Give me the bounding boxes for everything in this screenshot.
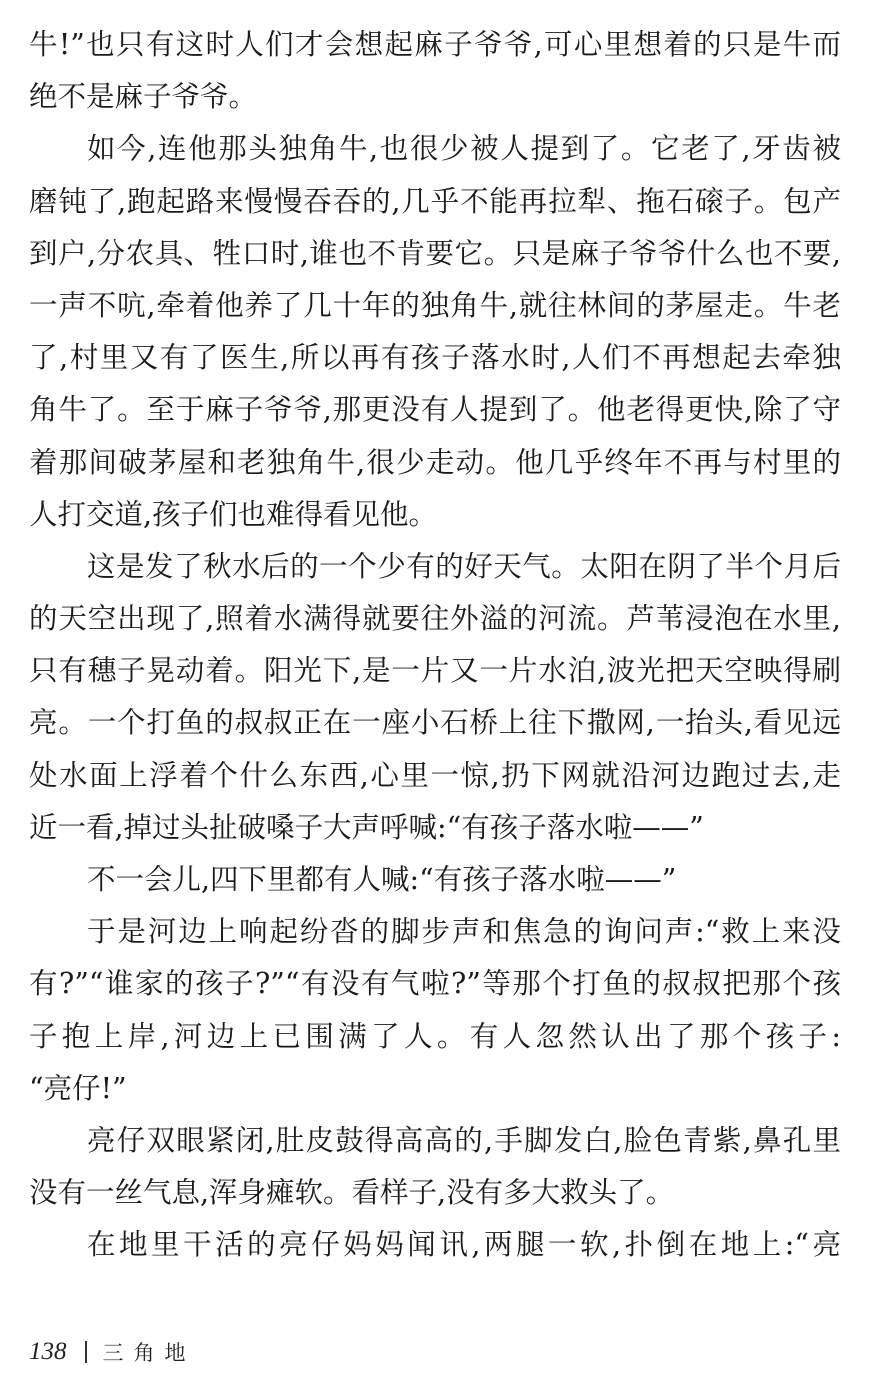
text-line: 角牛了。至于麻子爷爷,那更没有人提到了。他老得更快,除了守 <box>29 393 841 427</box>
text-line: 了,村里又有了医生,所以再有孩子落水时,人们不再想起去牵独 <box>29 341 841 375</box>
text-line: 有?”“谁家的孩子?”“有没有气啦?”等那个打鱼的叔叔把那个孩 <box>29 967 841 1001</box>
text-line: 只有穗子晃动着。阳光下,是一片又一片水泊,波光把天空映得刷 <box>29 654 841 688</box>
text-line: 的天空出现了,照着水满得就要往外溢的河流。芦苇浸泡在水里, <box>29 602 841 636</box>
paragraph <box>29 1115 841 1219</box>
book-title: 三角地 <box>102 1341 196 1365</box>
text-line: 在地里干活的亮仔妈妈闻讯,两腿一软,扑倒在地上:“亮 <box>87 1228 841 1262</box>
text-line: 亮。一个打鱼的叔叔正在一座小石桥上往下撒网,一抬头,看见远 <box>29 706 841 740</box>
paragraph <box>29 541 841 854</box>
text-line: 到户,分农具、牲口时,谁也不肯要它。只是麻子爷爷什么也不要, <box>29 236 841 270</box>
paragraph <box>29 1219 841 1271</box>
paragraph <box>29 854 841 906</box>
text-line: 没有一丝气息,浑身瘫软。看样子,没有多大救头了。 <box>29 1176 675 1210</box>
text-line: 处水面上浮着个什么东西,心里一惊,扔下网就沿河边跑过去,走 <box>29 758 841 792</box>
text-line: 于是河边上响起纷沓的脚步声和焦急的询问声:“救上来没 <box>87 915 841 949</box>
page-footer <box>29 1332 196 1372</box>
body-text <box>29 19 841 1272</box>
text-line: 如今,连他那头独角牛,也很少被人提到了。它老了,牙齿被 <box>87 132 841 166</box>
text-line: “亮仔!” <box>29 1071 127 1105</box>
text-line: 子抱上岸,河边上已围满了人。有人忽然认出了那个孩子: <box>29 1019 841 1053</box>
text-line: 这是发了秋水后的一个少有的好天气。太阳在阴了半个月后 <box>87 549 841 583</box>
page-number: 138 <box>29 1338 67 1365</box>
paragraph <box>29 123 841 541</box>
text-line: 牛!”也只有这时人们才会想起麻子爷爷,可心里想着的只是牛而 <box>29 28 841 61</box>
paragraph <box>29 19 841 123</box>
text-line: 近一看,掉过头扯破嗓子大声呼喊:“有孩子落水啦——” <box>29 810 704 844</box>
text-line: 磨钝了,跑起路来慢慢吞吞的,几乎不能再拉犁、拖石磙子。包产 <box>29 184 841 218</box>
text-line: 亮仔双眼紧闭,肚皮鼓得高高的,手脚发白,脸色青紫,鼻孔里 <box>87 1123 841 1157</box>
text-line: 着那间破茅屋和老独角牛,很少走动。他几乎终年不再与村里的 <box>29 445 841 479</box>
footer-divider <box>85 1341 87 1363</box>
text-line: 人打交道,孩子们也难得看见他。 <box>29 497 438 531</box>
text-line: 不一会儿,四下里都有人喊:“有孩子落水啦——” <box>87 863 677 896</box>
paragraph <box>29 906 841 1115</box>
text-line: 绝不是麻子爷爷。 <box>29 80 258 114</box>
text-line: 一声不吭,牵着他养了几十年的独角牛,就往林间的茅屋走。牛老 <box>29 288 841 322</box>
